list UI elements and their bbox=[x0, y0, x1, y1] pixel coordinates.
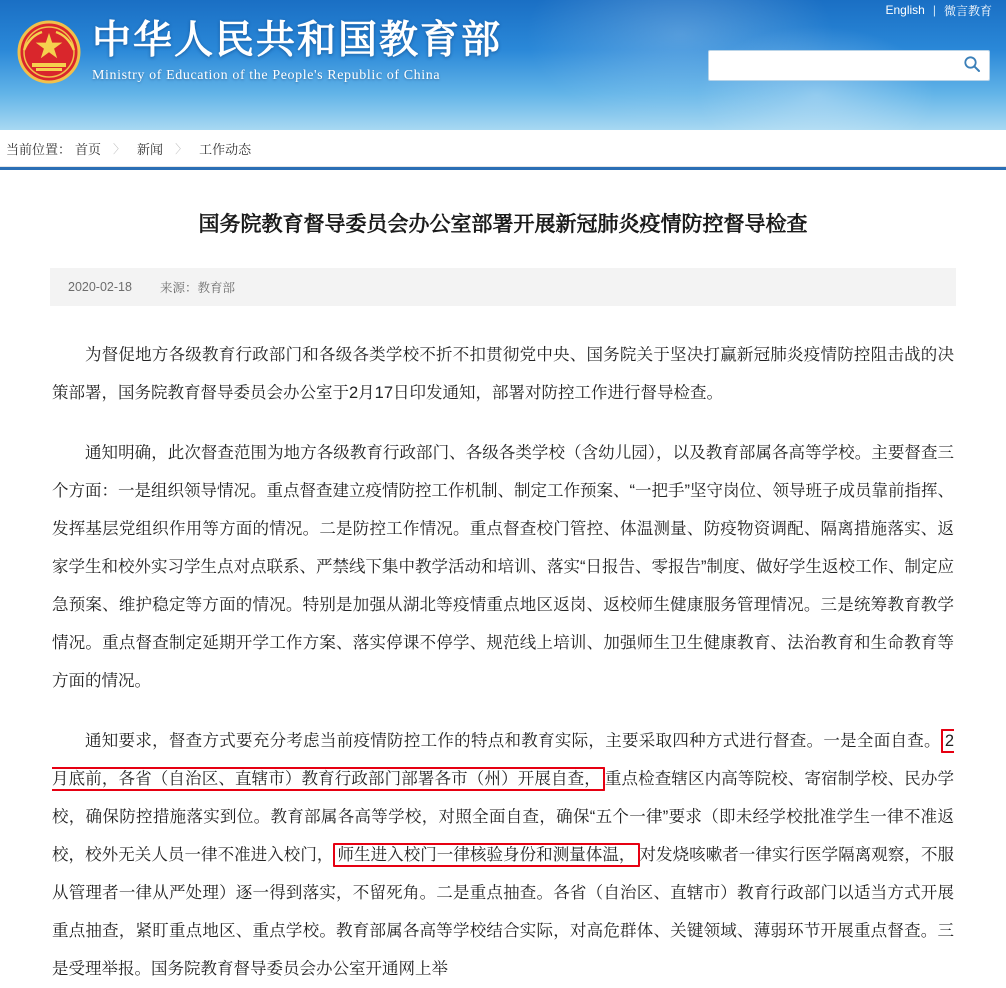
article-paragraph-2: 通知明确，此次督查范围为地方各级教育行政部门、各级各类学校（含幼儿园），以及教育部属各高等学校。主要督查三个方面：一是组织领导情况。重点督查建立疫情防控工作机制、制定工作预案、“一把手”坚守岗位、领导班子成员靠前指挥、发挥基层党组织作用等方面的情况。二是防控工作情况。重点督查校门管控、体温测量、防疫物资调配、隔离措施落实、返家学生和校外实习学生点对点联系、严禁线下集中教学活动和培训、落实“日报告、零报告”制度、做好学生返校工作、制定应急预案、维护稳定等方面的情况。特别是加强从湖北等疫情重点地区返岗、返校师生健康服务管理情况。三是统筹教育教学情况。重点督查制定延期开学工作方案、落实停课不停学、规范线上培训、加强师生卫生健康教育、法治教育和生命教育等方面的情况。 bbox=[52, 444, 954, 690]
article-source: 来源：教育部 bbox=[159, 281, 235, 295]
article-paragraph-3 bbox=[52, 722, 954, 988]
search-input[interactable] bbox=[709, 53, 955, 78]
article bbox=[50, 170, 956, 988]
paragraph3-part3: 对发烧咳嗽者一律实行医学隔离观察，不服从管理者一律从严处理）逐一得到落实，不留死角。二是重点抽查。各省（自治区、直辖市）教育行政部门以适当方式开展重点抽查，紧盯重点地区、重点学校。教育部属各高等学校结合实际，对高危群体、关键领域、薄弱环节开展重点督查。三是受理举报。国务院教育督导委员会办公室开通网上举 bbox=[52, 846, 955, 978]
link-weiyan-jiaoyu[interactable]: 微言教育 bbox=[943, 3, 992, 18]
paragraph3-part1: 通知要求，督查方式要充分考虑当前疫情防控工作的特点和教育实际，主要采取四种方式进行督查。一是全面自查。 bbox=[85, 732, 941, 750]
breadcrumb bbox=[0, 130, 1006, 167]
breadcrumb-separator: 〉 bbox=[113, 141, 126, 156]
search-button[interactable] bbox=[955, 52, 989, 79]
search-icon bbox=[963, 55, 981, 76]
highlighted-text-2: 师生进入校门一律核验身份和测量体温， bbox=[333, 843, 639, 867]
site-title-cn: 中华人民共和国教育部 bbox=[92, 19, 503, 62]
article-container bbox=[0, 167, 1006, 988]
breadcrumb-item-news[interactable]: 新闻 bbox=[137, 141, 164, 157]
article-paragraph-1: 为督促地方各级教育行政部门和各级各类学校不折不扣贯彻党中央、国务院关于坚决打赢新冠肺炎疫情防控阻击战的决策部署，国务院教育督导委员会办公室于2月17日印发通知，部署对防控工作进行督导检查。 bbox=[52, 346, 954, 402]
top-links-separator: | bbox=[932, 3, 936, 17]
national-emblem-icon bbox=[12, 16, 86, 90]
site-title-en: Ministry of Education of the People's Republic of China bbox=[92, 68, 441, 83]
article-body bbox=[50, 306, 956, 988]
breadcrumb-label: 当前位置： bbox=[6, 141, 72, 157]
header-top-links bbox=[886, 0, 993, 20]
page-title: 国务院教育督导委员会办公室部署开展新冠肺炎疫情防控督导检查 bbox=[198, 213, 808, 236]
site-header bbox=[0, 0, 1006, 130]
article-date: 2020-02-18 bbox=[68, 280, 132, 294]
highlighted-text-1: 2月底前，各省（自治区、直辖市）教育行政部门部署各市（州）开展自查， bbox=[52, 729, 954, 791]
link-english[interactable]: English bbox=[885, 3, 925, 17]
breadcrumb-item-work-updates[interactable]: 工作动态 bbox=[199, 141, 252, 157]
breadcrumb-item-home[interactable]: 首页 bbox=[75, 141, 102, 157]
breadcrumb-separator: 〉 bbox=[175, 141, 188, 156]
search-box[interactable] bbox=[708, 50, 990, 81]
site-logo-text bbox=[92, 18, 502, 84]
paragraph3-part2: 重点检查辖区内高等院校、寄宿制学校、民办学校，确保防控措施落实到位。教育部属各高等学校，对照全面自查，确保“五个一律”要求（即未经学校批准学生一律不准返校，校外无关人员一律不准进入校门， bbox=[52, 770, 955, 864]
article-meta bbox=[50, 268, 956, 306]
